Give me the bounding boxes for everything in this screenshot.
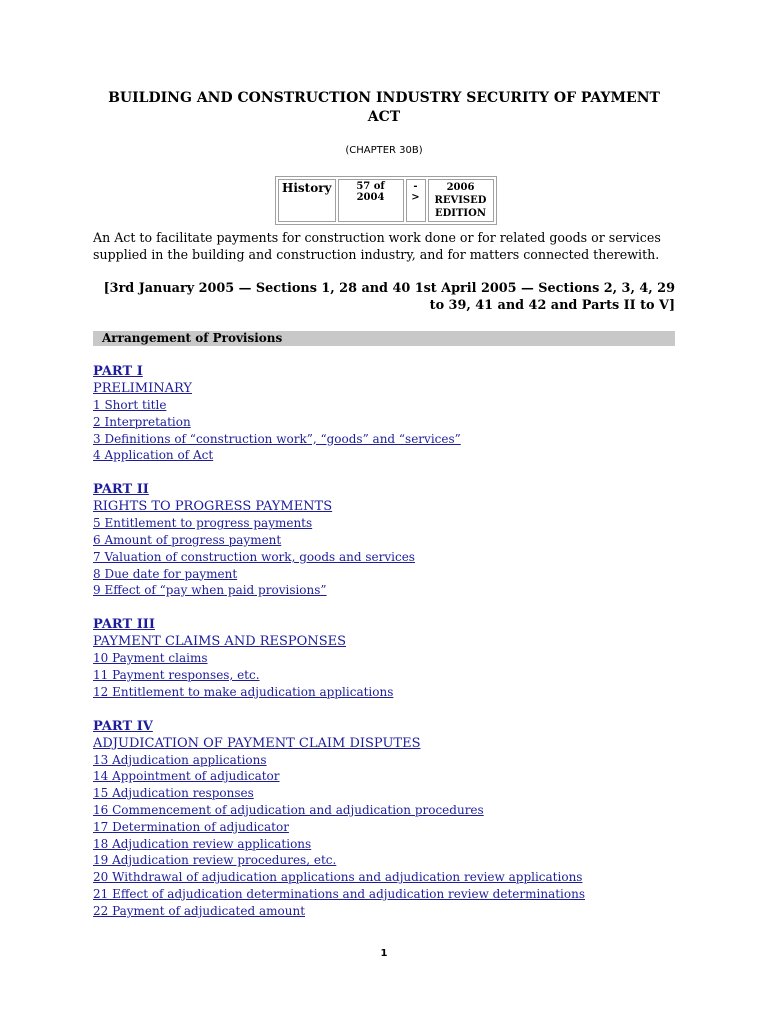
toc-section-link[interactable]: 22 Payment of adjudicated amount: [93, 903, 306, 918]
chapter-label: (CHAPTER 30B): [345, 145, 423, 156]
toc-section-link[interactable]: 2 Interpretation: [93, 414, 191, 429]
toc-section-link[interactable]: 16 Commencement of adjudication and adjudication procedures: [93, 802, 484, 817]
history-edition-line: REVISED: [434, 195, 487, 206]
toc-section-link[interactable]: 7 Valuation of construction work, goods and services: [93, 549, 415, 564]
toc-section-link[interactable]: 13 Adjudication applications: [93, 752, 267, 767]
toc-part-title-link[interactable]: RIGHTS TO PROGRESS PAYMENTS: [93, 499, 333, 515]
long-title: An Act to facilitate payments for construction work done or for related goods or services supplied in the building and construction industry, and for matters connected therewith.: [93, 230, 661, 262]
toc-section-link[interactable]: 10 Payment claims: [93, 651, 208, 666]
act-title: BUILDING AND CONSTRUCTION INDUSTRY SECURITY OF PAYMENT ACT: [108, 90, 660, 125]
toc-section-link[interactable]: 8 Due date for payment: [93, 566, 238, 581]
toc-section-link[interactable]: 19 Adjudication review procedures, etc.: [93, 853, 337, 868]
toc-section-link[interactable]: 11 Payment responses, etc.: [93, 667, 260, 682]
toc-part-3: [93, 616, 675, 700]
toc-part-heading-link[interactable]: PART II: [93, 482, 149, 498]
history-arrow: ->: [406, 179, 426, 222]
commencement-dates: [3rd January 2005 — Sections 1, 28 and 40 1st April 2005 — Sections 2, 3, 4, 29 to 39, 41 and 42 and Parts II to V]: [103, 281, 675, 313]
history-act-number: 57 of 2004: [338, 179, 404, 222]
toc-section-link[interactable]: 4 Application of Act: [93, 448, 214, 463]
toc-part-2: [93, 481, 675, 599]
toc-part-title-link[interactable]: PAYMENT CLAIMS AND RESPONSES: [93, 634, 347, 650]
toc-section-link[interactable]: 14 Appointment of adjudicator: [93, 769, 280, 784]
history-label: History: [278, 179, 336, 222]
toc-section-link[interactable]: 21 Effect of adjudication determinations and adjudication review determinations: [93, 886, 585, 901]
toc-section-link[interactable]: 17 Determination of adjudicator: [93, 819, 289, 834]
toc-section-link[interactable]: 18 Adjudication review applications: [93, 836, 312, 851]
table-of-contents: [93, 363, 675, 937]
toc-section-link[interactable]: 15 Adjudication responses: [93, 786, 254, 801]
toc-part-heading-link[interactable]: PART I: [93, 364, 143, 379]
history-table: [275, 176, 497, 225]
history-edition-line: EDITION: [435, 208, 486, 219]
toc-section-link[interactable]: 6 Amount of progress payment: [93, 532, 282, 547]
toc-part-1: [93, 363, 675, 464]
toc-part-title-link[interactable]: ADJUDICATION OF PAYMENT CLAIM DISPUTES: [93, 735, 421, 751]
toc-section-link[interactable]: 3 Definitions of “construction work”, “goods” and “services”: [93, 431, 461, 446]
toc-section-link[interactable]: 5 Entitlement to progress payments: [93, 516, 313, 531]
history-edition: [428, 179, 494, 222]
history-edition-line: 2006: [446, 182, 475, 193]
page-number: 1: [380, 948, 388, 959]
toc-part-heading-link[interactable]: PART III: [93, 617, 155, 633]
arrangement-heading-bar: [93, 331, 675, 346]
toc-section-link[interactable]: 9 Effect of “pay when paid provisions”: [93, 583, 327, 598]
arrangement-heading: Arrangement of Provisions: [102, 331, 283, 345]
toc-section-link[interactable]: 12 Entitlement to make adjudication applications: [93, 684, 394, 699]
toc-section-link[interactable]: 1 Short title: [93, 398, 167, 412]
toc-section-link[interactable]: 20 Withdrawal of adjudication applications and adjudication review applications: [93, 870, 583, 885]
toc-part-heading-link[interactable]: PART IV: [93, 718, 153, 734]
toc-part-title-link[interactable]: PRELIMINARY: [93, 381, 192, 396]
toc-part-4: [93, 718, 675, 920]
